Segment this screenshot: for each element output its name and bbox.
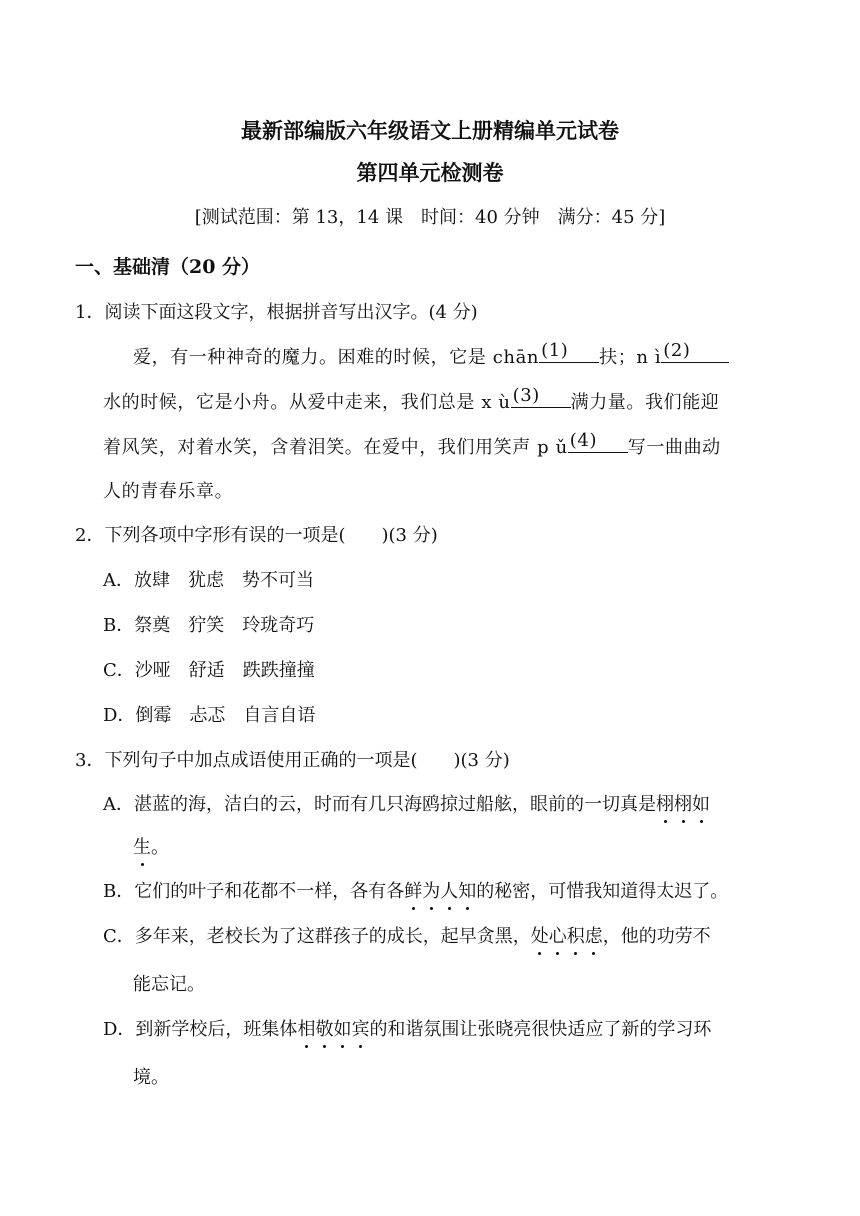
option-text: 。 bbox=[151, 837, 169, 858]
q3-option-a-continued bbox=[133, 833, 169, 859]
q1-passage-line-1 bbox=[133, 342, 729, 369]
answer-blank-1[interactable] bbox=[539, 342, 599, 363]
q1-text: 着风笑，对着水笑，含着泪笑。在爱中，我们用笑声 p ǔ bbox=[103, 437, 568, 458]
q1-text: 水的时候，它是小舟。从爱中走来，我们总是 x ù bbox=[103, 392, 511, 413]
q2-option-d[interactable]: D．倒霉 忐忑 自言自语 bbox=[103, 705, 316, 726]
q3-option-d[interactable] bbox=[103, 1015, 711, 1041]
dotted-char: 处 bbox=[531, 922, 549, 948]
q1-text: 写一曲曲动 bbox=[627, 437, 721, 458]
dotted-char: 栩 bbox=[674, 790, 692, 816]
answer-blank-3[interactable] bbox=[511, 387, 571, 408]
test-scope: [测试范围：第 13，14 课 时间：40 分钟 满分：45 分] bbox=[194, 207, 666, 228]
dotted-char: 如 bbox=[333, 1015, 351, 1041]
option-text: C．多年来，老校长为了这群孩子的成长，起早贪黑， bbox=[103, 926, 531, 947]
q1-passage-line-3 bbox=[103, 432, 721, 459]
q1-text: 扶；n ì bbox=[599, 347, 662, 368]
blank-number: (2) bbox=[663, 340, 691, 361]
dotted-char: 相 bbox=[297, 1015, 315, 1041]
option-text: ，他的功劳不 bbox=[602, 926, 711, 947]
dotted-char: 宾 bbox=[351, 1015, 369, 1041]
dotted-char: 积 bbox=[567, 922, 585, 948]
dotted-char: 人 bbox=[440, 877, 458, 903]
dotted-char: 虑 bbox=[585, 922, 603, 948]
q2-option-b[interactable]: B．祭奠 狞笑 玲珑奇巧 bbox=[103, 615, 315, 636]
blank-number: (4) bbox=[569, 430, 598, 451]
dotted-char: 栩 bbox=[656, 790, 674, 816]
option-text: D．到新学校后，班集体 bbox=[103, 1019, 298, 1040]
blank-number: (3) bbox=[512, 385, 540, 406]
q1-text: 满力量。我们能迎 bbox=[570, 392, 720, 413]
q1-passage-line-4: 人的青春乐章。 bbox=[103, 481, 234, 502]
option-text: B．它们的叶子和花都不一样，各有各 bbox=[103, 881, 405, 902]
q3-option-b[interactable] bbox=[103, 877, 728, 903]
dotted-char: 生 bbox=[133, 833, 151, 859]
dotted-char: 心 bbox=[549, 922, 567, 948]
answer-blank-4[interactable] bbox=[568, 432, 628, 453]
q1-text: 爱，有一种神奇的魔力。困难的时候，它是 chān bbox=[133, 347, 540, 368]
blank-number: (1) bbox=[541, 340, 569, 361]
q2-option-a[interactable]: A．放肆 犹虑 势不可当 bbox=[103, 570, 314, 591]
q3-option-a[interactable] bbox=[103, 790, 710, 816]
question-2-prompt: 2．下列各项中字形有误的一项是( )(3 分) bbox=[75, 525, 438, 546]
answer-blank-2[interactable] bbox=[661, 342, 729, 363]
question-3-prompt: 3．下列句子中加点成语使用正确的一项是( )(3 分) bbox=[75, 750, 510, 771]
dotted-char: 知 bbox=[458, 877, 476, 903]
q3-option-d-continued: 境。 bbox=[133, 1067, 169, 1088]
q1-passage-line-2 bbox=[103, 387, 719, 414]
q2-option-c[interactable]: C．沙哑 舒适 跌跌撞撞 bbox=[103, 660, 315, 681]
dotted-char: 为 bbox=[422, 877, 440, 903]
dotted-char: 如 bbox=[692, 790, 710, 816]
section-heading: 一、基础清（20 分） bbox=[75, 256, 261, 278]
option-text: 的和谐氛围让张晓亮很快适应了新的学习环 bbox=[369, 1019, 712, 1040]
q3-option-c[interactable] bbox=[103, 922, 711, 948]
dotted-char: 敬 bbox=[315, 1015, 333, 1041]
page-title: 最新部编版六年级语文上册精编单元试卷 bbox=[241, 118, 619, 143]
question-1-prompt: 1．阅读下面这段文字，根据拼音写出汉字。(4 分) bbox=[75, 302, 478, 323]
option-text: A．湛蓝的海，洁白的云，时而有几只海鸥掠过船舷，眼前的一切真是 bbox=[103, 794, 656, 815]
q3-option-c-continued: 能忘记。 bbox=[133, 974, 205, 995]
dotted-char: 鲜 bbox=[404, 877, 422, 903]
page-subtitle: 第四单元检测卷 bbox=[356, 160, 504, 185]
option-text: 的秘密，可惜我知道得太迟了。 bbox=[476, 881, 729, 902]
